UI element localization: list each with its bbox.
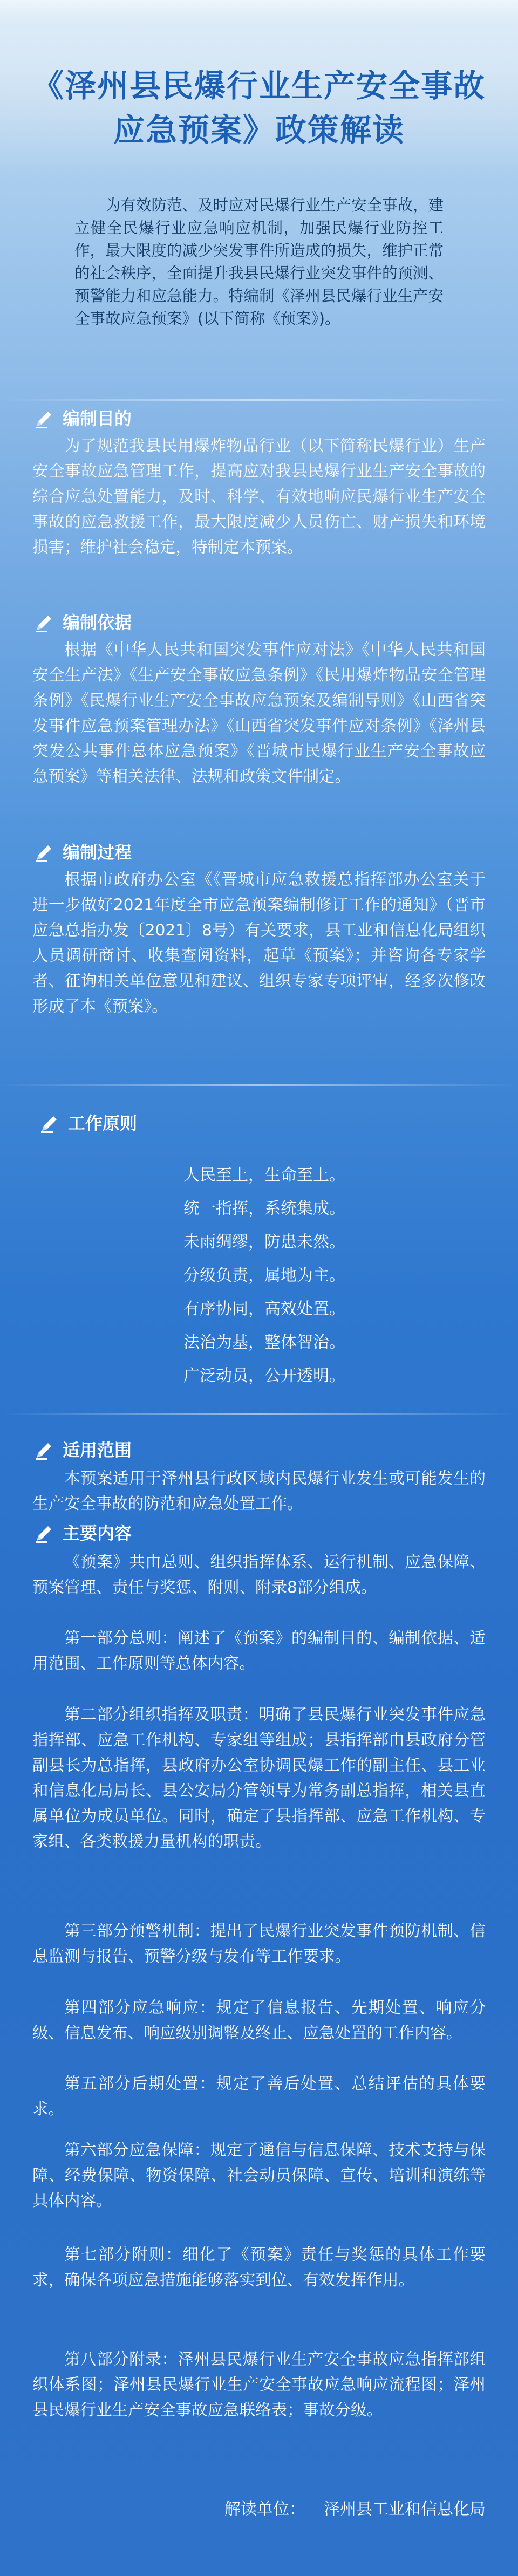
title-line-2: 应急预案》政策解读 xyxy=(113,112,405,148)
principles-list xyxy=(183,1159,410,1393)
content-paragraph: 第二部分组织指挥及职责：明确了县民爆行业突发事件应急指挥部、应急工作机构、专家组等组成；县指挥部由县政府分管副县长为总指挥，县政府办公室协调民爆工作的副主任、县工业和信息化局局长、县公安局分管领导为常务副总指挥，相关县直属单位为成员单位。同时，确定了县指挥部、应急工作机构、专家组、各类救援力量机构的职责。 xyxy=(32,1705,486,1850)
section-heading-content xyxy=(33,1520,132,1546)
page-title xyxy=(16,64,502,152)
content-paragraph: 第八部分附录：泽州县民爆行业生产安全事故应急指挥部组织体系图；泽州县民爆行业生产安全事故应急响应流程图；泽州县民爆行业生产安全事故应急联络表；事故分级。 xyxy=(32,2350,486,2419)
signature xyxy=(32,2497,486,2523)
content-paragraph: 第一部分总则：阐述了《预案》的编制目的、编制依据、适用范围、工作原则等总体内容。 xyxy=(32,1629,486,1672)
intro-paragraph: 为有效防范、及时应对民爆行业生产安全事故，建立健全民爆行业应急响应机制，加强民爆行业防控工作，最大限度的减少突发事件所造成的损失，维护正常的社会秩序，全面提升我县民爆行业突发事件的预测、预警能力和应急能力。特编制《泽州县民爆行业生产安全事故应急预案》(以下简称《预案》)。 xyxy=(74,196,444,327)
list-item: 人民至上，生命至上。 xyxy=(183,1166,345,1185)
signature-label: 解读单位： xyxy=(224,2500,305,2519)
divider xyxy=(0,1084,518,1086)
section-heading-basis xyxy=(33,610,132,636)
divider xyxy=(0,399,518,401)
pen-icon xyxy=(33,408,55,429)
section-heading-label: 编制依据 xyxy=(63,612,132,633)
list-item: 未雨绸缪，防患未然。 xyxy=(183,1233,345,1252)
content-paragraph: 《预案》共由总则、组织指挥体系、运行机制、应急保障、预案管理、责任与奖惩、附则、附录8部分组成。 xyxy=(32,1553,486,1596)
section-heading-label: 适用范围 xyxy=(63,1440,132,1460)
section-heading-label: 工作原则 xyxy=(68,1113,138,1133)
content-paragraph: 第四部分应急响应：规定了信息报告、先期处置、响应分级、信息发布、响应级别调整及终止、应急处置的工作内容。 xyxy=(32,1998,486,2042)
section-heading-scope xyxy=(33,1437,132,1463)
process-paragraph: 根据市政府办公室《《晋城市应急救援总指挥部办公室关于进一步做好2021年度全市应急预案编制修订工作的通知》（晋市应急总指办发〔2021〕8号）有关要求，县工业和信息化局组织人员调研商讨、收集查阅资料，起草《预案》；并咨询各专家学者、征询相关单位意见和建议、组织专家专项评审，经多次修改形成了本《预案》。 xyxy=(32,870,486,1015)
list-item: 广泛动员，公开透明。 xyxy=(183,1366,345,1385)
section-heading-principles xyxy=(39,1110,137,1136)
pen-icon xyxy=(33,1439,55,1461)
signature-org: 泽州县工业和信息化局 xyxy=(324,2500,486,2519)
list-item: 分级负责，属地为主。 xyxy=(183,1266,345,1285)
list-item: 统一指挥，系统集成。 xyxy=(183,1199,345,1218)
content-paragraph: 第六部分应急保障：规定了通信与信息保障、技术支持与保障、经费保障、物资保障、社会动员保障、宣传、培训和演练等具体内容。 xyxy=(32,2141,486,2210)
scope-paragraph: 本预案适用于泽州县行政区域内民爆行业发生或可能发生的生产安全事故的防范和应急处置工作。 xyxy=(32,1469,486,1513)
pen-icon xyxy=(39,1112,60,1134)
content-paragraph: 第三部分预警机制：提出了民爆行业突发事件预防机制、信息监测与报告、预警分级与发布等工作要求。 xyxy=(32,1922,486,1965)
title-line-1: 《泽州县民爆行业生产安全事故 xyxy=(32,67,486,104)
pen-icon xyxy=(33,1522,55,1544)
pen-icon xyxy=(33,842,55,863)
section-heading-process xyxy=(33,839,132,865)
list-item: 有序协同，高效处置。 xyxy=(183,1300,345,1318)
section-heading-label: 主要内容 xyxy=(63,1523,132,1543)
basis-paragraph: 根据《中华人民共和国突发事件应对法》《中华人民共和国安全生产法》《生产安全事故应急条例》《民用爆炸物品安全管理条例》《民爆行业生产安全事故应急预案及编制导则》《山西省突发事件应急预案管理办法》《山西省突发事件应对条例》《泽州县突发公共事件总体应急预案》《晋城市民爆行业生产安全事故应急预案》等相关法律、法规和政策文件制定。 xyxy=(32,640,486,785)
pen-icon xyxy=(33,612,55,633)
list-item: 法治为基，整体智治。 xyxy=(183,1333,345,1352)
purpose-paragraph: 为了规范我县民用爆炸物品行业（以下简称民爆行业）生产安全事故应急管理工作，提高应对我县民爆行业生产安全事故的综合应急处置能力，及时、科学、有效地响应民爆行业生产安全事故的应急救援工作，最大限度减少人员伤亡、财产损失和环境损害；维护社会稳定，特制定本预案。 xyxy=(32,436,486,556)
divider xyxy=(0,1413,518,1415)
section-heading-label: 编制目的 xyxy=(63,408,132,429)
content-paragraph: 第五部分后期处置：规定了善后处置、总结评估的具体要求。 xyxy=(32,2074,486,2118)
section-heading-purpose xyxy=(33,406,132,432)
section-heading-label: 编制过程 xyxy=(63,842,132,863)
content-paragraph: 第七部分附则：细化了《预案》责任与奖惩的具体工作要求，确保各项应急措施能够落实到位、有效发挥作用。 xyxy=(32,2245,486,2289)
